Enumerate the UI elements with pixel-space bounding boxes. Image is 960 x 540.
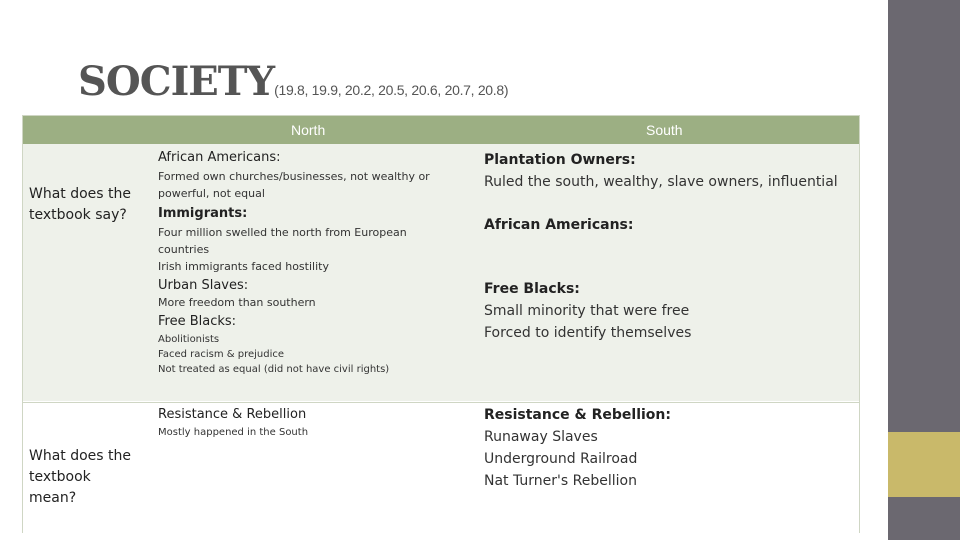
title-standards: (19.8, 19.9, 20.2, 20.5, 20.6, 20.7, 20.8) (274, 82, 509, 98)
decorative-accent-block (888, 432, 960, 497)
header-south: South (646, 122, 683, 138)
north-resistance-text: Mostly happened in the South (158, 427, 309, 438)
row-label-mean: What does the textbook mean? (29, 448, 132, 506)
north-urban-slaves-text: More freedom than southern (158, 296, 316, 309)
north-resistance-heading: Resistance & Rebellion (158, 407, 307, 422)
table-row-say (23, 144, 859, 401)
south-free-blacks: Free Blacks: Small minority that were free Forced to identify themselves (484, 281, 692, 341)
header-north: North (291, 122, 326, 138)
north-african-americans-text: Formed own churches/businesses, not wealthy or powerful, not equal (158, 170, 430, 200)
north-free-blacks-heading: Free Blacks: (158, 314, 237, 329)
row-label-say: What does the textbook say? (29, 186, 132, 223)
south-resistance: Resistance & Rebellion: Runaway Slaves Underground Railroad Nat Turner's Rebellion (484, 407, 671, 489)
south-plantation-owners: Plantation Owners: Ruled the south, wealthy, slave owners, influential (484, 152, 838, 190)
table-row-mean (23, 402, 859, 533)
comparison-table (22, 115, 860, 533)
title-main: SOCIETY (78, 58, 275, 105)
table-header-row (23, 116, 859, 144)
north-african-americans-heading: African Americans: (158, 150, 281, 165)
north-urban-slaves-heading: Urban Slaves: (158, 278, 249, 293)
north-immigrants-text: Four million swelled the north from European countries Irish immigrants faced hostility (158, 226, 407, 273)
north-immigrants-heading: Immigrants: (158, 206, 248, 221)
slide-title (78, 58, 508, 105)
north-free-blacks-text: Abolitionists Faced racism & prejudice Not treated as equal (did not have civil rights) (158, 334, 390, 375)
south-african-americans: African Americans: (484, 217, 634, 233)
